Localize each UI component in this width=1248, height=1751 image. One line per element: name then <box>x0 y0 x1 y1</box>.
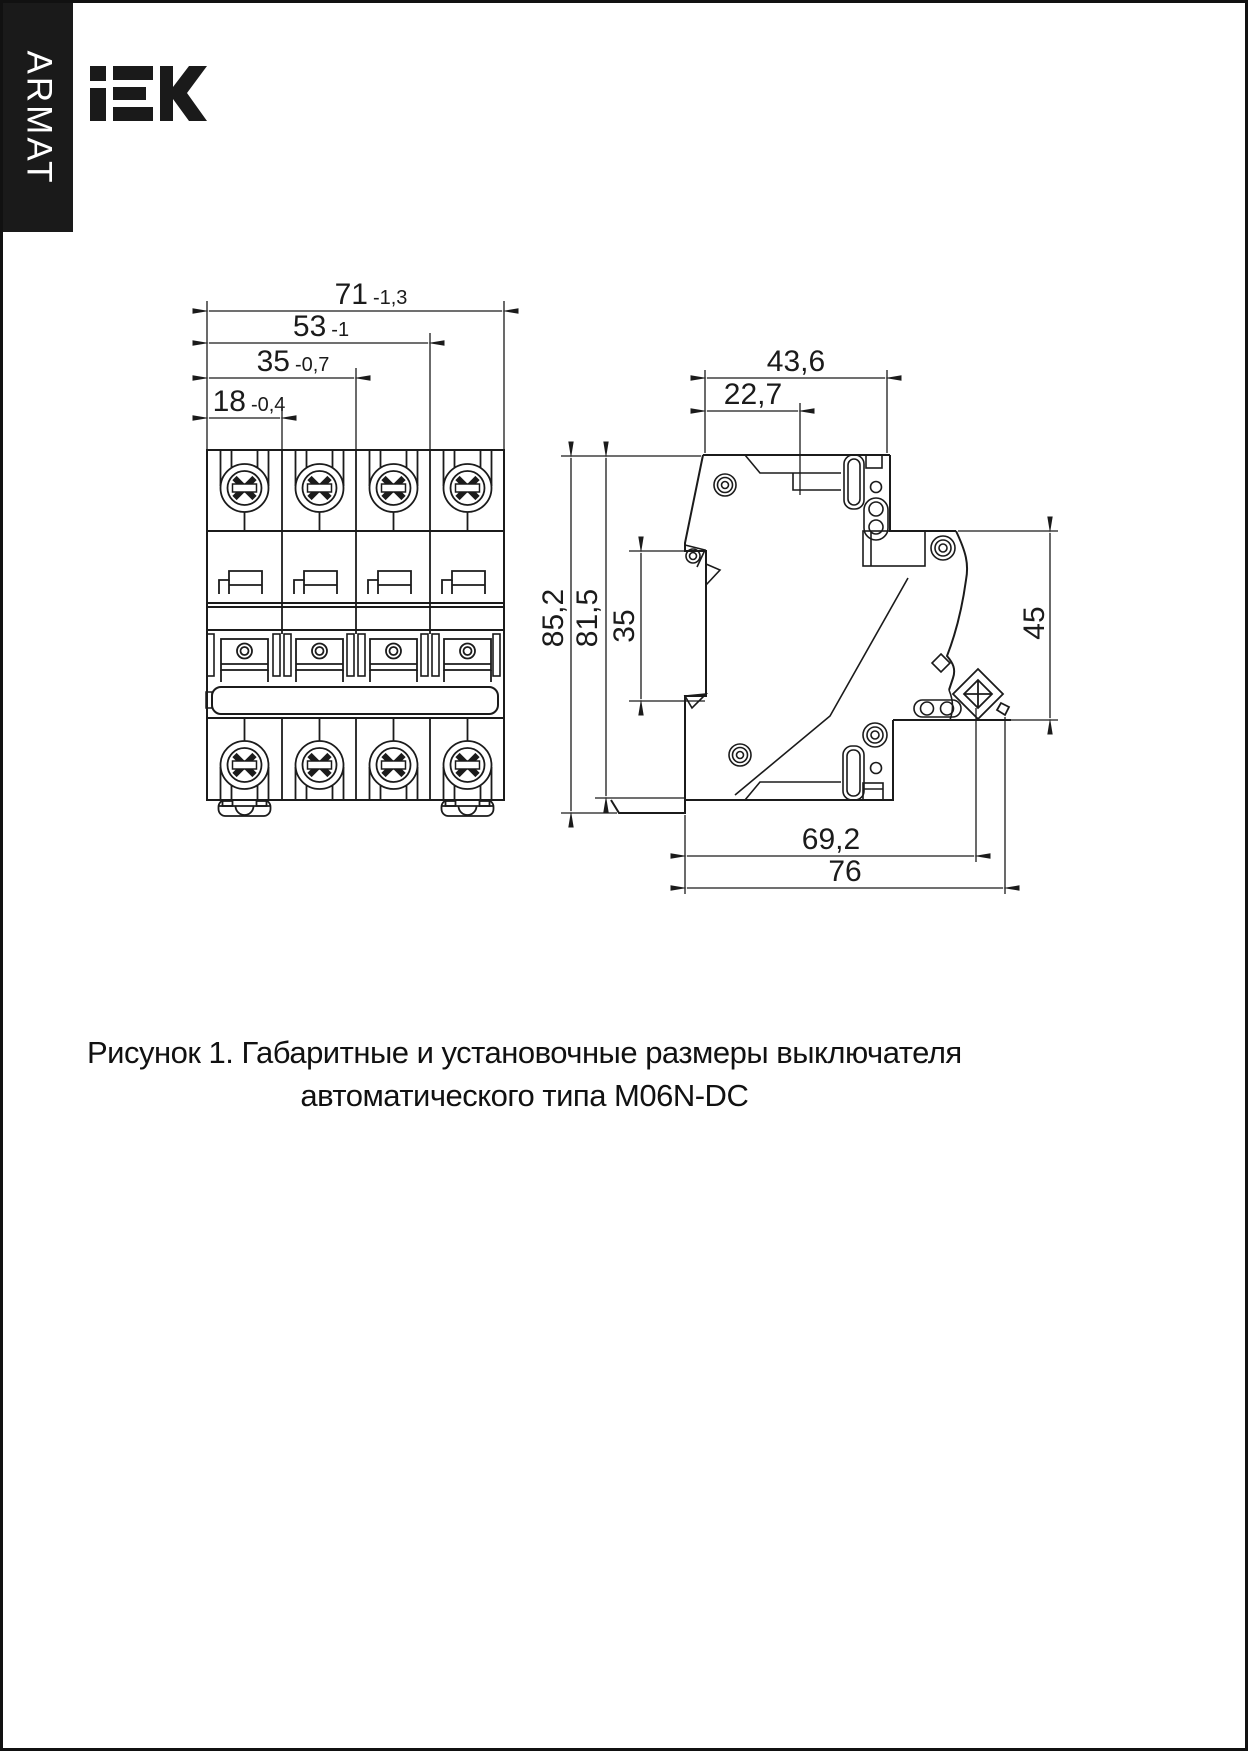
toggle-handle <box>444 639 491 682</box>
pole-hook <box>219 571 262 594</box>
terminal-screw <box>296 718 344 800</box>
terminal-screw <box>444 718 492 800</box>
iek-logo-glyphs <box>90 66 207 121</box>
upper-terminal-pocket <box>863 531 925 566</box>
dim-depth-terminal: 69,2 <box>801 823 861 856</box>
terminal-screw <box>221 450 269 531</box>
front-view-dimension-labels <box>213 278 408 418</box>
mounting-foot <box>219 800 271 816</box>
terminal-screw <box>370 718 418 800</box>
dim-depth-overall: 76 <box>828 855 862 888</box>
din-clip-tab <box>611 800 685 813</box>
toggle-handle <box>296 639 343 682</box>
terminal-screw <box>444 450 492 531</box>
dim-depth-top-half: 22,7 <box>723 378 783 411</box>
iek-logo <box>88 61 213 125</box>
terminal-screw <box>370 450 418 531</box>
armat-banner-text: ARMAT <box>19 50 58 185</box>
terminal-screw <box>296 450 344 531</box>
dim-width-3pole: 53 -1 <box>292 310 350 343</box>
terminal-screw <box>221 718 269 800</box>
dim-front-height: 45 <box>1018 606 1051 640</box>
toggle-handle <box>221 639 268 682</box>
figure-caption <box>87 1031 962 1117</box>
side-details <box>685 455 961 800</box>
caption-line2: автоматического типа M06N-DC <box>300 1078 749 1113</box>
front-view <box>206 450 504 816</box>
mounting-foot <box>442 800 494 816</box>
dim-width-1pole: 18 -0,4 <box>212 385 286 418</box>
front-view-dimension-lines <box>207 301 504 450</box>
pole-hook <box>294 571 337 594</box>
dim-width-total: 71 -1,3 <box>334 278 408 311</box>
dim-height-body: 81,5 <box>571 588 604 648</box>
caption-line1: Рисунок 1. Габаритные и установочные размеры выключателя <box>87 1035 962 1070</box>
dim-depth-top: 43,6 <box>766 345 826 378</box>
pole-hook <box>442 571 485 594</box>
pole-hook <box>368 571 411 594</box>
dimension-drawing <box>3 3 1248 1751</box>
terminal-screw-side <box>953 669 1009 719</box>
toggle-handle <box>370 639 417 682</box>
side-view <box>611 455 1011 813</box>
dim-height-total: 85,2 <box>537 588 570 648</box>
side-front-face <box>947 531 967 690</box>
handle-tie-bar <box>212 687 498 714</box>
armat-banner <box>3 3 73 232</box>
dim-din-rail: 35 <box>608 609 641 643</box>
dim-width-2pole: 35 -0,7 <box>256 345 330 378</box>
